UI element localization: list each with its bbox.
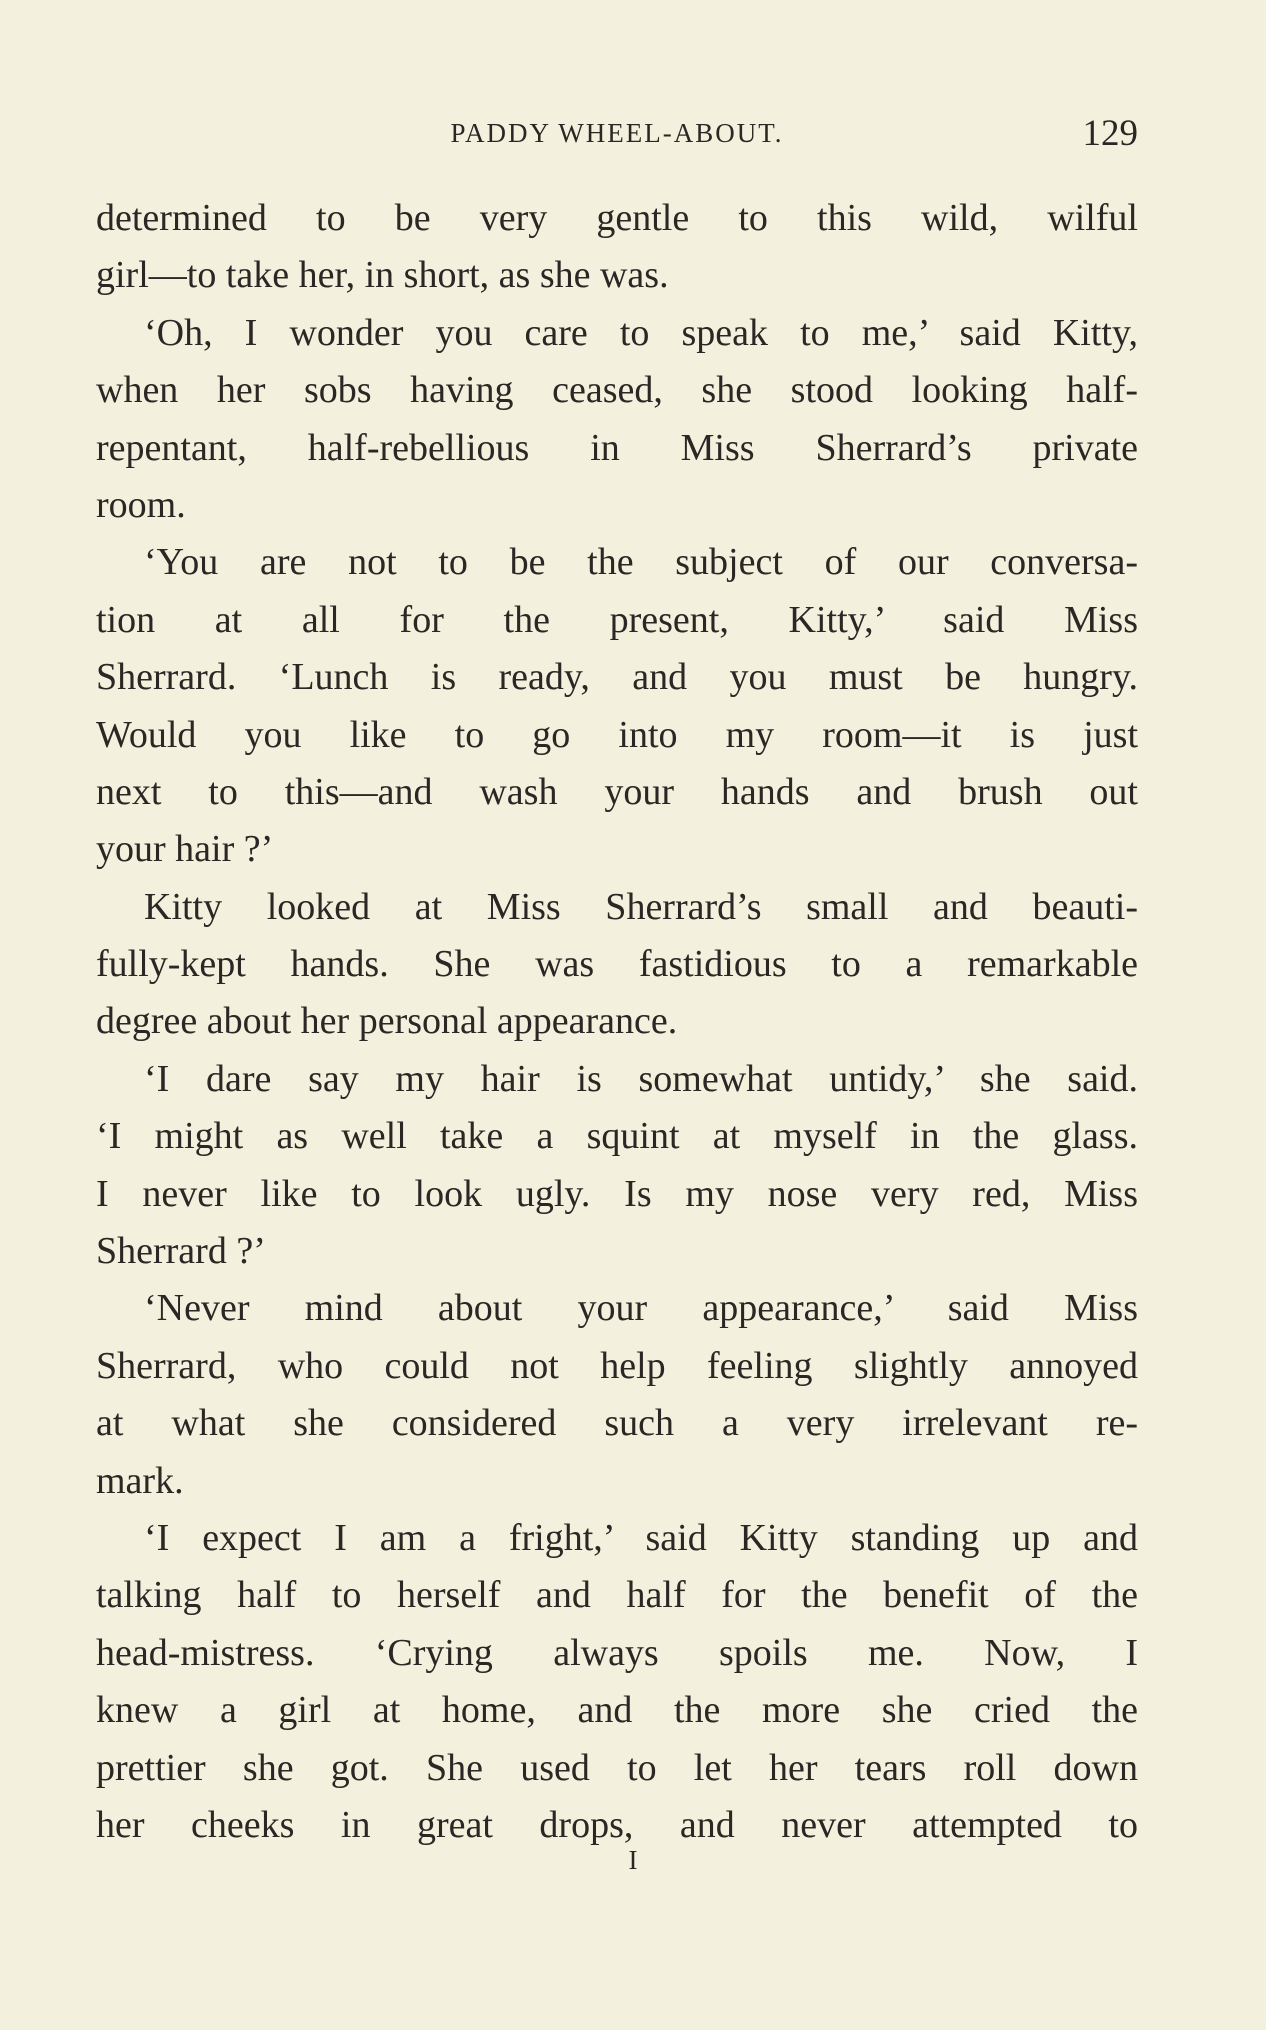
text-line: room. bbox=[96, 483, 186, 526]
text-line: your hair ?’ bbox=[96, 828, 274, 871]
text-line: ‘I expect I am a fright,’ said Kitty standing up and bbox=[144, 1516, 1138, 1559]
text-line: at what she considered such a very irrelevant re- bbox=[96, 1402, 1138, 1445]
text-line: next to this—and wash your hands and brush out bbox=[96, 770, 1138, 813]
text-line: prettier she got. She used to let her tears roll down bbox=[96, 1746, 1138, 1789]
text-line: Sherrard ?’ bbox=[96, 1230, 266, 1273]
text-line: Would you like to go into my room—it is just bbox=[96, 713, 1138, 756]
text-line: head-mistress. ‘Crying always spoils me. Now, I bbox=[96, 1631, 1138, 1674]
text-line: ‘I dare say my hair is somewhat untidy,’ she said. bbox=[144, 1057, 1138, 1100]
text-line: when her sobs having ceased, she stood looking half- bbox=[96, 369, 1138, 412]
text-line: tion at all for the present, Kitty,’ said Miss bbox=[96, 598, 1138, 641]
text-line: Kitty looked at Miss Sherrard’s small and beauti- bbox=[144, 885, 1138, 928]
text-line: her cheeks in great drops, and never attempted to bbox=[96, 1803, 1138, 1846]
text-line: ‘I might as well take a squint at myself in the glass. bbox=[96, 1115, 1138, 1158]
text-line: ‘You are not to be the subject of our conversa- bbox=[144, 541, 1138, 584]
text-line: knew a girl at home, and the more she cried the bbox=[96, 1689, 1138, 1732]
text-line: girl—to take her, in short, as she was. bbox=[96, 254, 669, 297]
text-line: ‘Never mind about your appearance,’ said Miss bbox=[144, 1287, 1138, 1330]
text-line: degree about her personal appearance. bbox=[96, 1000, 678, 1043]
signature-mark: I bbox=[628, 1845, 638, 1875]
text-line: ‘Oh, I wonder you care to speak to me,’ said Kitty, bbox=[144, 311, 1138, 354]
text-line: talking half to herself and half for the benefit of the bbox=[96, 1574, 1138, 1617]
running-head bbox=[96, 112, 1138, 164]
text-line: Sherrard. ‘Lunch is ready, and you must be hungry. bbox=[96, 656, 1138, 699]
running-title: PADDY WHEEL-ABOUT. bbox=[450, 118, 784, 148]
text-line: determined to be very gentle to this wild, wilful bbox=[96, 197, 1138, 239]
text-line: fully-kept hands. She was fastidious to a remarkable bbox=[96, 943, 1138, 986]
text-line: Sherrard, who could not help feeling slightly annoyed bbox=[96, 1344, 1138, 1387]
text-line: mark. bbox=[96, 1459, 184, 1502]
text-line: I never like to look ugly. Is my nose very red, Miss bbox=[96, 1172, 1138, 1215]
body-text bbox=[96, 190, 1138, 1854]
text-line: repentant, half-rebellious in Miss Sherrard’s private bbox=[96, 426, 1138, 469]
page-number: 129 bbox=[1082, 113, 1138, 154]
